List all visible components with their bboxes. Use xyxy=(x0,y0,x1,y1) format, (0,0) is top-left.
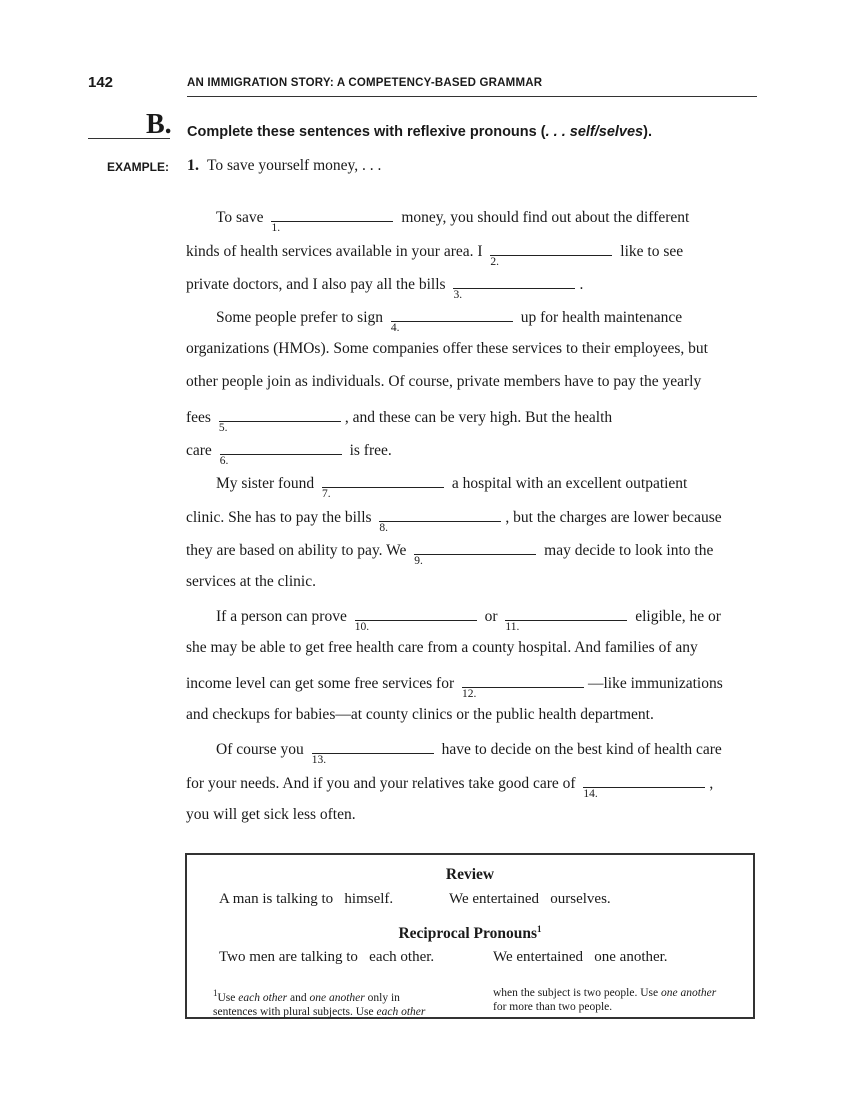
text: We entertained xyxy=(493,949,583,965)
reciprocal-example-2 xyxy=(493,949,668,966)
instruction-text xyxy=(187,124,652,140)
footnote-marker: 1 xyxy=(537,924,542,934)
passage-line xyxy=(216,307,683,334)
text: A man is talking to xyxy=(219,891,334,907)
passage-line xyxy=(186,773,714,800)
text: each other xyxy=(376,1005,426,1018)
text: fees xyxy=(186,409,211,426)
answer-blank-2[interactable] xyxy=(490,241,612,268)
text: for your needs. And if you and your relatives take good care of xyxy=(186,775,576,792)
text: To save xyxy=(216,209,264,226)
review-title: Review xyxy=(445,866,495,883)
review-box xyxy=(185,853,755,1019)
reciprocal-example-1 xyxy=(219,949,434,966)
text: ourselves. xyxy=(550,891,611,907)
page-number: 142 xyxy=(88,74,114,91)
answer-blank-5[interactable] xyxy=(218,407,341,434)
text: up for health maintenance xyxy=(520,309,683,326)
answer-blank-13[interactable] xyxy=(311,739,434,766)
answer-blank-8[interactable] xyxy=(379,507,501,534)
passage-line xyxy=(186,673,723,700)
text: income level can get some free services for xyxy=(186,675,455,692)
example-label: EXAMPLE: xyxy=(107,160,170,174)
passage-line xyxy=(186,540,714,567)
text: like to see xyxy=(620,243,684,260)
text: only in xyxy=(364,991,400,1004)
text: We entertained xyxy=(449,891,539,907)
instruction-main: Complete these sentences with reflexive pronouns ( xyxy=(187,124,546,140)
blank-number: 14. xyxy=(583,788,598,800)
text: when the subject is two people. Use xyxy=(493,987,661,999)
header-rule xyxy=(187,96,757,97)
text: may decide to look into the xyxy=(544,542,714,559)
passage-line xyxy=(186,639,698,657)
text: you will get sick less often. xyxy=(186,806,356,823)
text: sentences with plural subjects. Use xyxy=(213,1005,377,1018)
blank-number: 13. xyxy=(311,754,327,766)
passage-line xyxy=(186,274,584,301)
passage-line xyxy=(186,407,613,434)
text: money, you should find out about the different xyxy=(401,209,690,226)
passage-line xyxy=(186,507,722,534)
text: they are based on ability to pay. We xyxy=(186,542,407,559)
passage-line xyxy=(186,706,654,724)
text: for more than two people. xyxy=(493,1001,613,1013)
running-head: AN IMMIGRATION STORY: A COMPETENCY-BASED GRAMMAR xyxy=(187,77,543,89)
passage-line xyxy=(186,373,701,391)
answer-blank-9[interactable] xyxy=(414,540,536,567)
blank-number: 9. xyxy=(414,555,423,567)
blank-number: 12. xyxy=(461,688,477,700)
text: services at the clinic. xyxy=(186,573,316,590)
text: Of course you xyxy=(216,741,304,758)
blank-number: 10. xyxy=(354,621,370,633)
passage-line xyxy=(216,606,721,633)
text: Two men are talking to xyxy=(219,949,358,965)
passage-line xyxy=(186,340,708,358)
text: , xyxy=(709,775,714,792)
text: one another. xyxy=(594,949,668,965)
answer-blank-4[interactable] xyxy=(390,307,513,334)
example-number: 1. xyxy=(187,157,199,174)
text: each other xyxy=(238,991,288,1004)
passage-line xyxy=(216,207,690,234)
text: Reciprocal Pronouns xyxy=(398,925,537,943)
text: , and these can be very high. But the health xyxy=(344,409,613,426)
answer-blank-12[interactable] xyxy=(461,673,584,700)
instruction-end: ). xyxy=(643,124,652,140)
text: organizations (HMOs). Some companies offer these services to their employees, but xyxy=(186,340,708,357)
text: , but the charges are lower because xyxy=(505,509,722,526)
text: Some people prefer to sign xyxy=(216,309,384,326)
answer-blank-6[interactable] xyxy=(219,440,342,467)
instruction-italic: . . . self/selves xyxy=(545,124,644,140)
text: one another xyxy=(309,991,365,1004)
text: and xyxy=(287,991,310,1004)
passage-line xyxy=(216,739,722,766)
footnote-left xyxy=(213,986,425,1019)
text: or xyxy=(484,608,498,625)
text: other people join as individuals. Of course, private members have to pay the yearly xyxy=(186,373,702,390)
review-example-2 xyxy=(449,891,611,908)
footnote-right xyxy=(493,986,716,1014)
passage-line xyxy=(186,440,392,467)
section-letter: B. xyxy=(146,109,172,140)
text: one another xyxy=(661,987,717,999)
answer-blank-1[interactable] xyxy=(271,207,393,234)
blank-number: 11. xyxy=(505,621,520,633)
text: private doctors, and I also pay all the bills xyxy=(186,276,446,293)
blank-number: 5. xyxy=(218,422,228,434)
blank-number: 4. xyxy=(390,322,400,334)
blank-number: 2. xyxy=(490,256,500,268)
text: My sister found xyxy=(216,475,315,492)
passage-line xyxy=(186,806,356,824)
text: and checkups for babies—at county clinics or the public health department. xyxy=(186,706,654,723)
text: Use xyxy=(217,991,239,1004)
passage-line xyxy=(186,241,684,268)
text: she may be able to get free health care from a county hospital. And families of any xyxy=(186,639,698,656)
reciprocal-title xyxy=(187,924,753,943)
text: himself. xyxy=(344,891,394,907)
passage-line xyxy=(216,473,688,500)
text: care xyxy=(186,442,212,459)
text: kinds of health services available in your area. I xyxy=(186,243,483,260)
text: clinic. She has to pay the bills xyxy=(186,509,372,526)
blank-number: 7. xyxy=(322,488,331,500)
answer-blank-10[interactable] xyxy=(354,606,477,633)
text: . xyxy=(579,276,584,293)
answer-blank-11[interactable] xyxy=(505,606,627,633)
text: is free. xyxy=(349,442,392,459)
answer-blank-3[interactable] xyxy=(453,274,575,301)
text: have to decide on the best kind of health care xyxy=(441,741,722,758)
example-text: To save yourself money, . . . xyxy=(207,157,382,174)
answer-blank-7[interactable] xyxy=(322,473,444,500)
text: —like immunizations xyxy=(587,675,723,692)
text: each other. xyxy=(369,949,435,965)
passage-line xyxy=(186,573,316,591)
blank-number: 1. xyxy=(271,222,281,234)
text: a hospital with an excellent outpatient xyxy=(451,475,688,492)
answer-blank-14[interactable] xyxy=(583,773,705,800)
text: If a person can prove xyxy=(216,608,347,625)
text: eligible, he or xyxy=(635,608,721,625)
blank-number: 6. xyxy=(219,455,229,467)
review-example-1 xyxy=(219,891,393,908)
blank-number: 8. xyxy=(379,522,389,534)
blank-number: 3. xyxy=(453,289,463,301)
footnote-marker: 1 xyxy=(213,988,218,998)
